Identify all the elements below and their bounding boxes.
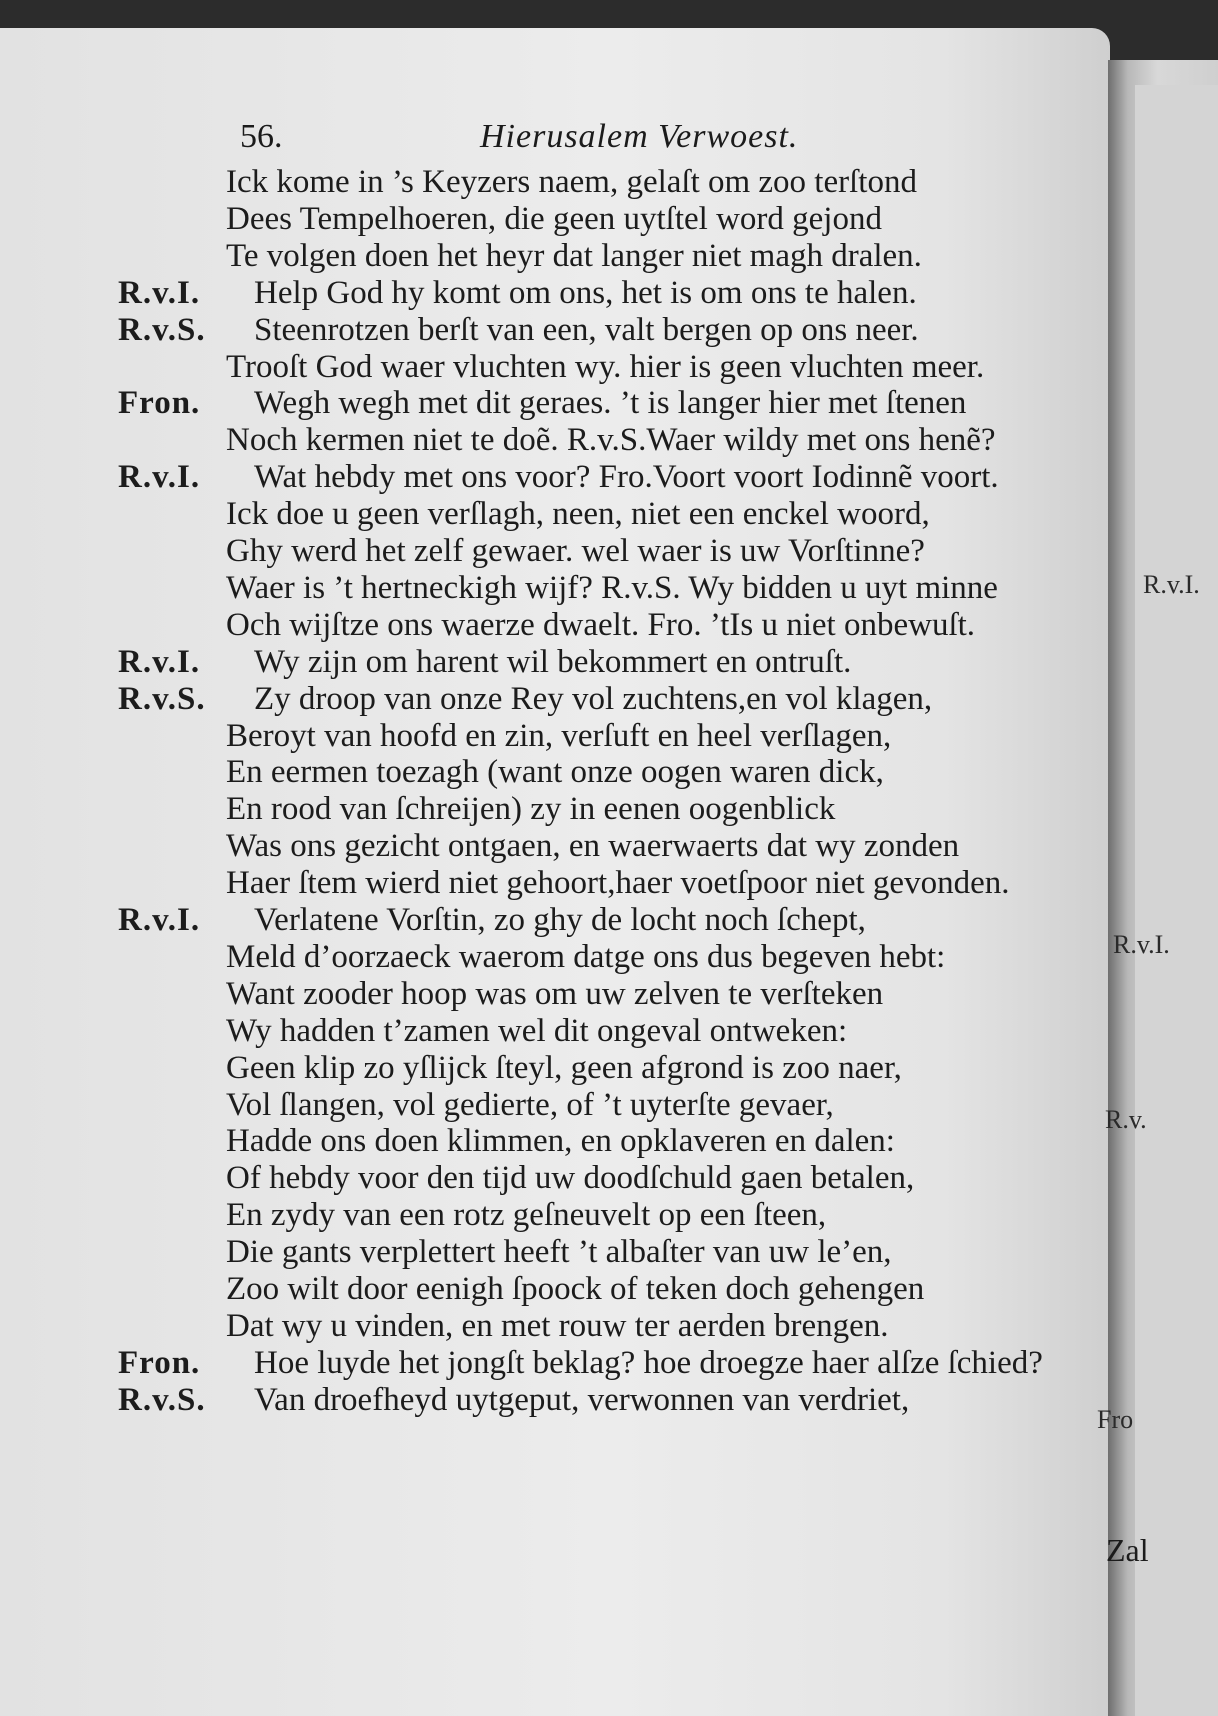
line-text: Te volgen doen het heyr dat langer niet magh dralen.: [226, 237, 922, 274]
facing-margin-speaker: R.v.: [1105, 1105, 1147, 1134]
line-text: Zoo wilt door eenigh ſpoock of teken doch gehengen: [226, 1271, 925, 1307]
line-text: Van droefheyd uytgeput, verwonnen van verdriet,: [254, 1381, 910, 1418]
line-text: Wy hadden t’zamen wel dit ongeval ontweken:: [226, 1012, 848, 1049]
speaker-label: R.v.I.: [118, 459, 201, 496]
line-text: Och wijſtze ons waerze dwaelt. Fro. ’tIs u niet onbewuſt.: [226, 606, 976, 643]
running-title: Hierusalem Verwoest.: [480, 118, 799, 155]
line-text: Dees Tempelhoeren, die geen uytſtel word gejond: [226, 200, 882, 237]
line-text: Vol ſlangen, vol gedierte, of ’t uyterſte gevaer,: [226, 1086, 834, 1123]
line-text: Wy zijn om harent wil bekommert en ontruſt.: [254, 643, 852, 680]
speaker-label: Fron.: [118, 385, 201, 422]
facing-margin-speaker: Fro: [1097, 1405, 1134, 1434]
line-text: Die gants verplettert heeft ’t albaſter van uw le’en,: [226, 1234, 892, 1271]
catchword: Zal: [1106, 1532, 1149, 1568]
speaker-label: Fron.: [118, 1344, 201, 1381]
speaker-label: R.v.S.: [118, 311, 206, 348]
line-text: Ick doe u geen verſlagh, neen, niet een enckel woord,: [226, 496, 930, 533]
line-text: Hadde ons doen klimmen, en opklaveren en dalen:: [226, 1123, 895, 1160]
line-text: Hoe luyde het jongſt beklag? hoe droegze haer alſze ſchied?: [254, 1344, 1043, 1381]
line-text: Beroyt van hoofd en zin, verſuft en heel verſlagen,: [226, 717, 892, 754]
speaker-label: R.v.I.: [118, 274, 201, 311]
speaker-label: R.v.I.: [118, 902, 201, 938]
facing-margin-speaker: R.v.I.: [1143, 570, 1200, 599]
line-text: Meld d’oorzaeck waerom datge ons dus begeven hebt:: [226, 938, 946, 975]
line-text: Ick kome in ’s Keyzers naem, gelaſt om zoo terſtond: [226, 164, 917, 200]
line-text: En eermen toezagh (want onze oogen waren dick,: [226, 754, 884, 791]
line-text: Of hebdy voor den tijd uw doodſchuld gaen betalen,: [226, 1160, 915, 1197]
line-text: En zydy van een rotz geſneuvelt op een ſteen,: [226, 1197, 827, 1234]
line-text: Noch kermen niet te doẽ. R.v.S.Waer wildy met ons henẽ?: [226, 422, 996, 459]
line-text: Trooſt God waer vluchten wy. hier is geen vluchten meer.: [226, 348, 985, 385]
line-text: Verlatene Vorſtin, zo ghy de locht noch ſchept,: [254, 902, 866, 938]
line-text: Waer is ’t hertneckigh wijf? R.v.S. Wy bidden u uyt minne: [226, 569, 998, 606]
line-text: Haer ſtem wierd niet gehoort,haer voetſpoor niet gevonden.: [226, 865, 1010, 902]
line-text: Was ons gezicht ontgaen, en waerwaerts dat wy zonden: [226, 828, 960, 865]
line-text: En rood van ſchreijen) zy in eenen oogenblick: [226, 791, 836, 828]
line-text: Ghy werd het zelf gewaer. wel waer is uw Vorſtinne?: [226, 533, 925, 569]
speaker-label: R.v.S.: [118, 1381, 206, 1418]
line-text: Zy droop van onze Rey vol zuchtens,en vol klagen,: [254, 680, 933, 717]
line-text: Wat hebdy met ons voor? Fro.Voort voort Iodinnẽ voort.: [254, 459, 999, 496]
facing-margin-speaker: R.v.I.: [1113, 930, 1170, 959]
speaker-label: R.v.S.: [118, 680, 206, 717]
page-number: 56.: [240, 118, 283, 155]
speaker-label: R.v.I.: [118, 643, 201, 680]
line-text: Geen klip zo yſlijck ſteyl, geen afgrond is zoo naer,: [226, 1049, 902, 1086]
line-text: Dat wy u vinden, en met rouw ter aerden brengen.: [226, 1307, 889, 1344]
line-text: Help God hy komt om ons, het is om ons te halen.: [254, 274, 917, 311]
line-text: Steenrotzen berſt van een, valt bergen op ons neer.: [254, 311, 919, 348]
line-text: Wegh wegh met dit geraes. ’t is langer hier met ſtenen: [254, 385, 967, 422]
line-text: Want zooder hoop was om uw zelven te verſteken: [226, 975, 884, 1012]
